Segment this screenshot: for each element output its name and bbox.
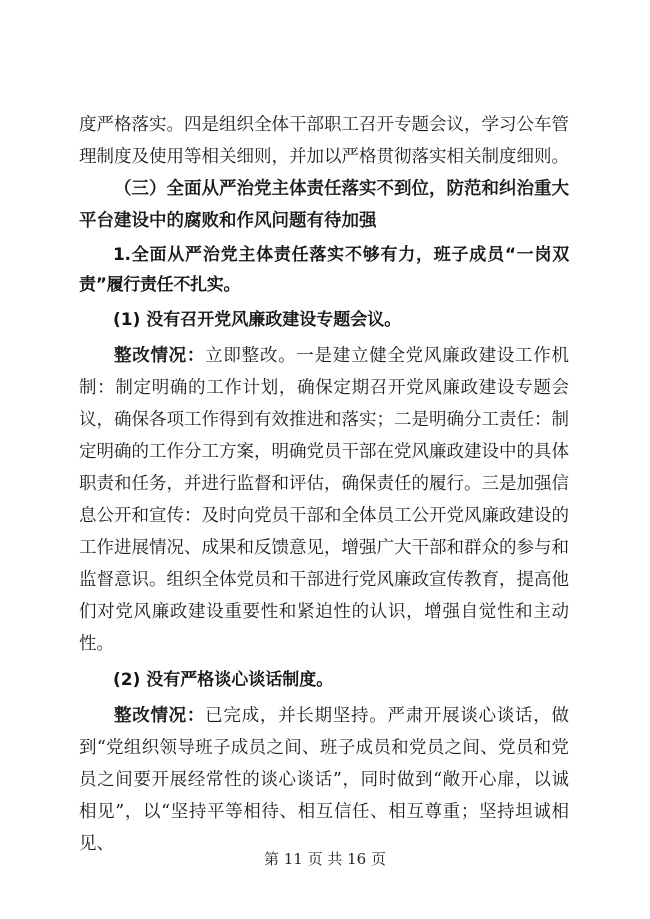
rectification-text: 立即整改。一是建立健全党风廉政建设工作机制：制定明确的工作计划，确保定期召开党风廉政建设专题会议，确保各项工作得到有效推进和落实；二是明确分工责任：制定明确的工作分工方案，明确党员干部在党风廉政建设中的具体职责和任务，并进行监督和评估，确保责任的履行。三是加强信息公开和宣传：及时向党员干部和全体员工公开党风廉政建设的工作进展情况、成果和反馈意见，增强广大干部和群众的参与和监督意识。组织全体党员和干部进行党风廉政宣传教育，提高他们对党风廉政建设重要性和紧迫性的认识，增强自觉性和主动性。: [79, 346, 570, 654]
rectification-paragraph-1: [79, 340, 569, 660]
page-number-indicator: 第 11 页 共 16 页: [263, 850, 386, 868]
sub-heading-1: (1) 没有召开党风廉政建设专题会议。: [113, 310, 402, 330]
rectification-label: 整改情况：: [114, 346, 206, 366]
section-heading-three: （三）全面从严治党主体责任落实不到位，防范和纠治重大平台建设中的腐败和作风问题有待加强: [79, 179, 569, 231]
rectification-label: 整改情况：: [114, 706, 206, 726]
item-heading-1: 1.全面从严治党主体责任落实不够有力，班子成员“一岗双责”履行责任不扎实。: [79, 245, 569, 295]
document-content: [79, 109, 569, 860]
paragraph-continuation: 度严格落实。四是组织全体干部职工召开专题会议，学习公车管理制度及使用等相关细则，并加以严格贯彻落实相关制度细则。: [79, 115, 569, 167]
page-footer: [0, 847, 650, 871]
sub-heading-2: (2) 没有严格谈心谈话制度。: [113, 670, 334, 690]
rectification-text: 已完成，并长期坚持。严肃开展谈心谈话，做到“党组织领导班子成员之间、班子成员和党员之间、党员和党员之间要开展经常性的谈心谈话”，同时做到“敞开心扉，以诚相见”，以“坚持平等相待、相互信任、相互尊重；坚持坦诚相见、: [79, 706, 570, 854]
rectification-paragraph-2: [79, 700, 569, 860]
